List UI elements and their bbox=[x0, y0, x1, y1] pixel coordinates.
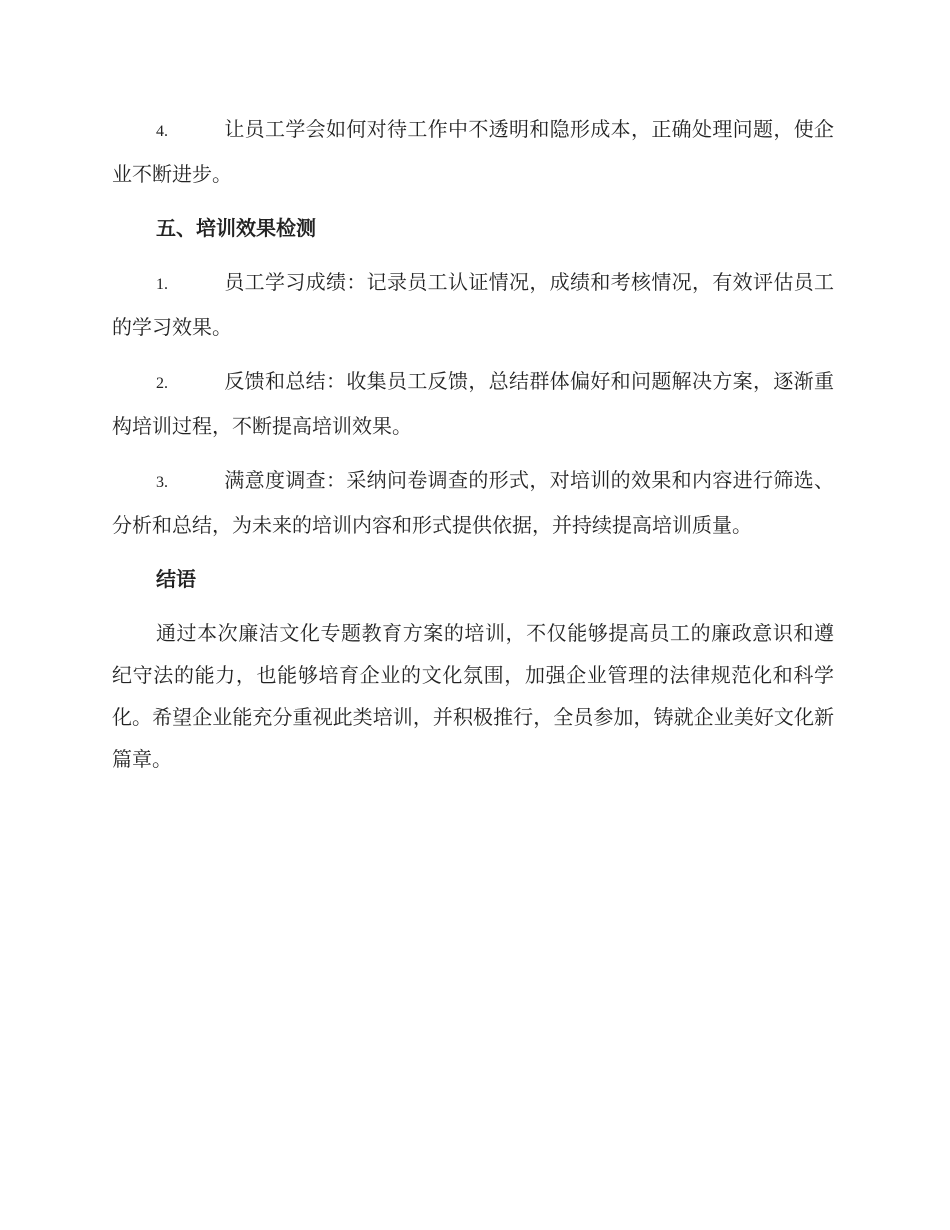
list-item bbox=[112, 360, 834, 447]
list-item-text: 员工学习成绩：记录员工认证情况，成绩和考核情况，有效评估员工的学习效果。 bbox=[112, 270, 834, 339]
section-heading: 五、培训效果检测 bbox=[156, 216, 316, 240]
list-item bbox=[112, 261, 834, 348]
list-item bbox=[112, 108, 834, 195]
list-item bbox=[112, 459, 834, 546]
conclusion-heading: 结语 bbox=[156, 567, 196, 591]
conclusion-paragraph: 通过本次廉洁文化专题教育方案的培训，不仅能够提高员工的廉政意识和遵纪守法的能力，也能够培育企业的文化氛围，加强企业管理的法律规范化和科学化。希望企业能充分重视此类培训，并积极推行，全员参加，铸就企业美好文化新篇章。 bbox=[112, 621, 834, 771]
list-item-text: 让员工学会如何对待工作中不透明和隐形成本，正确处理问题，使企业不断进步。 bbox=[112, 117, 834, 186]
list-item-number: 3. bbox=[156, 474, 168, 491]
list-item-number: 4. bbox=[156, 123, 168, 140]
list-item-number: 2. bbox=[156, 375, 168, 392]
document-body bbox=[112, 108, 834, 792]
list-item-text: 满意度调查：采纳问卷调查的形式，对培训的效果和内容进行筛选、分析和总结，为未来的培训内容和形式提供依据，并持续提高培训质量。 bbox=[112, 468, 834, 537]
list-item-text: 反馈和总结：收集员工反馈，总结群体偏好和问题解决方案，逐渐重构培训过程，不断提高培训效果。 bbox=[112, 369, 834, 438]
list-item-number: 1. bbox=[156, 276, 168, 293]
